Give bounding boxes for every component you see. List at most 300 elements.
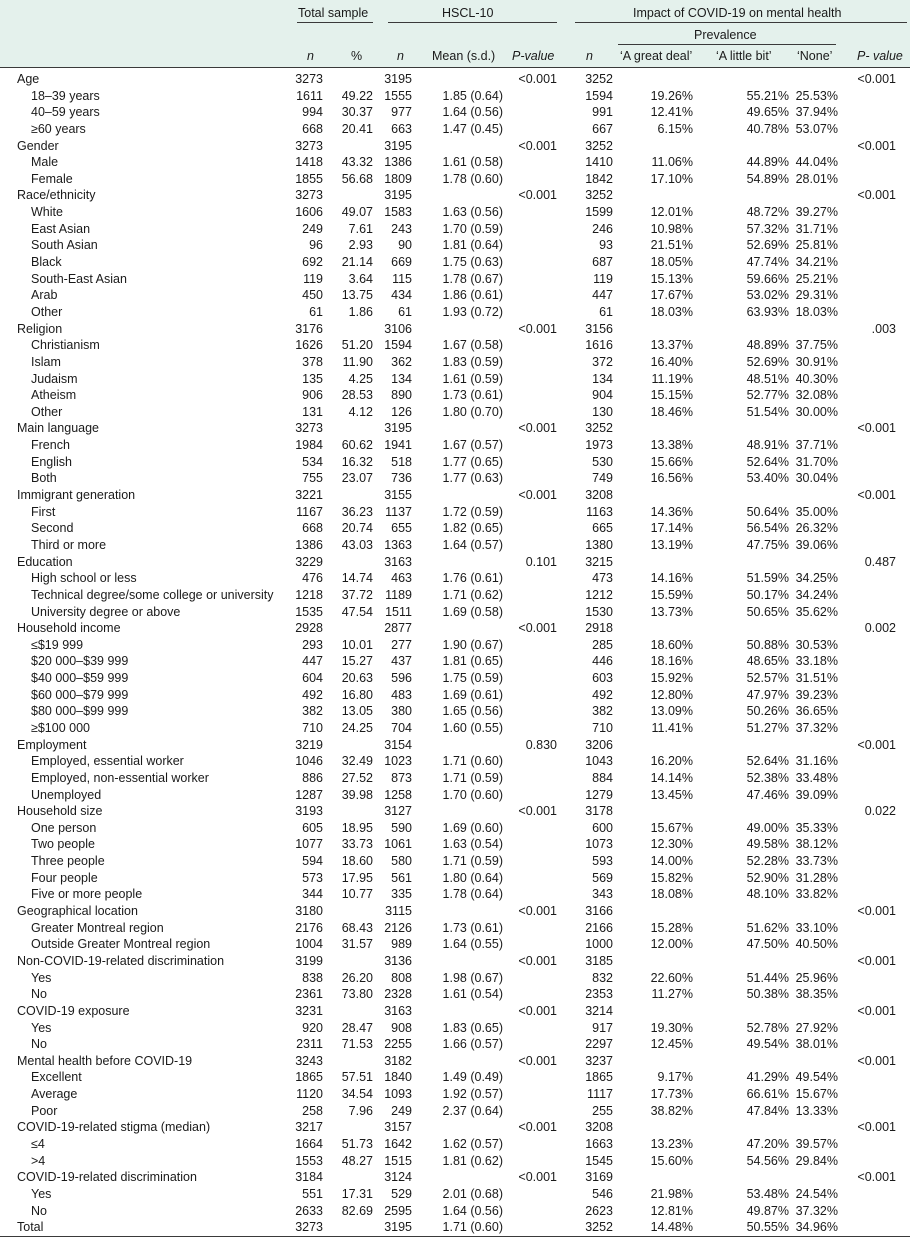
table-row [0,653,910,670]
cell-n-hscl: 3195 [384,72,412,86]
cell-little-bit: 47.84% [746,1103,789,1118]
cell-none: 40.50% [795,937,838,952]
cell-little-bit: 50.17% [746,587,789,602]
cell-pct: 48.27 [341,1153,373,1168]
cell-n-hscl: 1258 [384,787,412,802]
cell-n-covid: 1000 [585,937,613,952]
cell-n-total: 3273 [295,188,323,203]
cell-little-bit: 52.69% [746,354,789,369]
cell-n-covid: 3252 [585,72,613,86]
cell-p-covid: <0.001 [857,953,896,968]
cell-n-covid: 2353 [585,987,613,1002]
cell-n-hscl: 3115 [385,904,412,919]
cell-none: 30.91% [795,354,838,369]
cell-n-covid: 343 [592,887,613,902]
cell-n-covid: 1212 [585,587,613,602]
cell-n-hscl: 3157 [384,1120,412,1135]
cell-n-hscl: 1386 [384,155,412,170]
cell-none: 29.31% [795,288,838,303]
table-row [0,171,910,188]
cell-great-deal: 9.17% [657,1070,693,1085]
header-pct: % [351,49,363,63]
cell-n-total: 1287 [295,787,323,802]
cell-n-covid: 1073 [585,837,613,852]
cell-n-total: 3176 [295,321,323,336]
cell-little-bit: 40.78% [746,121,789,136]
row-label: Yes [31,1020,52,1035]
group-label: Education [17,554,73,569]
cell-none: 30.53% [795,637,838,652]
cell-none: 44.04% [795,155,838,170]
cell-great-deal: 15.13% [650,271,693,286]
cell-great-deal: 13.37% [650,338,693,353]
header-mean: Mean (s.d.) [432,49,496,63]
cell-n-hscl: 434 [391,288,412,303]
cell-n-covid: 1279 [585,787,613,802]
cell-great-deal: 6.15% [657,121,693,136]
cell-mean: 1.93 (0.72) [442,304,503,319]
cell-n-covid: 492 [592,687,613,702]
row-label: Yes [31,1186,52,1201]
group-label: COVID-19-related discrimination [17,1170,197,1185]
cell-n-covid: 3252 [585,1220,613,1235]
cell-n-hscl: 115 [392,271,412,286]
cell-p-hscl: <0.001 [518,188,557,203]
cell-great-deal: 12.01% [650,205,693,220]
cell-n-total: 1120 [296,1087,323,1102]
table-group-row [0,620,910,637]
cell-pct: 14.74 [341,571,373,586]
table-row [0,1136,910,1153]
cell-n-hscl: 2595 [384,1203,412,1218]
cell-n-hscl: 977 [391,105,412,120]
cell-n-total: 2633 [295,1203,323,1218]
cell-great-deal: 14.00% [650,854,693,869]
row-label: One person [31,820,97,835]
cell-n-total: 3273 [295,1220,323,1235]
cell-n-hscl: 704 [391,720,412,735]
cell-mean: 1.90 (0.67) [442,637,503,652]
cell-mean: 1.80 (0.64) [442,870,503,885]
table-group-row [0,1169,910,1186]
cell-n-covid: 3169 [585,1170,613,1185]
cell-n-hscl: 2126 [384,920,412,935]
cell-n-total: 293 [302,637,323,652]
cell-mean: 1.73 (0.61) [442,388,503,403]
row-label: 40–59 years [31,105,100,120]
cell-n-total: 886 [302,770,323,785]
cell-little-bit: 48.72% [746,205,789,220]
cell-n-hscl: 2255 [384,1037,412,1052]
cell-little-bit: 57.32% [746,221,789,236]
table-header [0,0,910,67]
cell-none: 49.54% [795,1070,838,1085]
cell-n-hscl: 1555 [384,88,412,103]
row-label: South Asian [31,238,98,253]
cell-p-covid: 0.022 [864,804,896,819]
cell-pct: 51.73 [341,1137,373,1151]
cell-little-bit: 52.57% [746,671,789,686]
cell-n-hscl: 1093 [384,1087,412,1102]
cell-n-total: 3219 [295,737,323,752]
cell-great-deal: 19.30% [650,1020,693,1035]
cell-little-bit: 53.40% [746,471,789,486]
cell-great-deal: 18.05% [650,255,693,270]
cell-n-hscl: 1941 [384,438,412,453]
cell-none: 33.10% [795,920,838,935]
row-label: $40 000–$59 999 [31,671,129,686]
table-group-row [0,803,910,820]
cell-great-deal: 17.14% [650,521,693,536]
cell-n-total: 258 [302,1103,323,1118]
cell-n-hscl: 437 [391,654,412,669]
cell-none: 28.01% [795,171,838,186]
cell-pct: 20.41 [341,121,373,136]
cell-great-deal: 12.41% [650,105,693,120]
cell-n-total: 3273 [295,72,323,86]
cell-pct: 36.23 [341,504,373,519]
cell-n-covid: 3214 [585,1003,613,1018]
cell-pct: 3.64 [348,271,373,286]
table-row [0,470,910,487]
cell-mean: 1.66 (0.57) [442,1037,503,1052]
cell-mean: 1.92 (0.57) [442,1087,503,1102]
cell-n-covid: 3185 [585,953,613,968]
row-label: Four people [31,870,98,885]
cell-mean: 1.70 (0.60) [442,787,503,802]
table-group-row [0,554,910,571]
table-group-row [0,1003,910,1020]
cell-mean: 1.85 (0.64) [442,88,503,103]
cell-n-hscl: 335 [391,887,412,902]
cell-n-hscl: 61 [398,304,412,319]
cell-mean: 1.75 (0.59) [442,671,503,686]
row-label: Two people [31,837,95,852]
cell-great-deal: 12.45% [650,1037,693,1052]
cell-n-total: 1626 [295,338,323,353]
cell-p-hscl: <0.001 [518,1170,557,1185]
row-label: $80 000–$99 999 [31,704,129,719]
cell-n-hscl: 249 [391,1103,412,1118]
cell-none: 40.30% [795,371,838,386]
cell-n-total: 3217 [295,1120,323,1135]
cell-n-total: 131 [302,404,323,419]
row-label: South-East Asian [31,271,127,286]
row-label: Three people [31,854,105,869]
cell-n-hscl: 561 [391,870,412,885]
cell-none: 27.92% [795,1020,838,1035]
table-group-row [0,138,910,155]
row-label: Outside Greater Montreal region [31,937,211,952]
cell-n-hscl: 3155 [384,488,412,503]
cell-n-covid: 372 [592,354,613,369]
cell-none: 37.71% [795,438,838,453]
table-row [0,437,910,454]
cell-little-bit: 51.62% [746,920,789,935]
cell-p-hscl: <0.001 [518,72,557,86]
cell-none: 35.33% [795,820,838,835]
cell-great-deal: 15.82% [650,870,693,885]
cell-n-total: 344 [302,887,323,902]
cell-great-deal: 15.15% [650,388,693,403]
table-row [0,221,910,238]
cell-n-hscl: 243 [391,221,412,236]
cell-none: 31.70% [795,454,838,469]
cell-mean: 1.72 (0.59) [442,504,503,519]
cell-n-total: 119 [303,271,323,286]
cell-p-covid: <0.001 [857,1170,896,1185]
cell-n-covid: 447 [592,288,613,303]
cell-n-covid: 2918 [585,621,613,636]
cell-little-bit: 48.89% [746,338,789,353]
row-label: ≤4 [31,1137,45,1151]
header-little-bit: ‘A little bit’ [716,49,772,63]
cell-pct: 43.32 [341,155,373,170]
row-label: >4 [31,1153,46,1168]
row-label: Male [31,155,59,170]
cell-n-hscl: 663 [391,121,412,136]
cell-n-total: 605 [302,820,323,835]
row-label: English [31,454,72,469]
cell-n-covid: 93 [599,238,613,253]
cell-p-hscl: <0.001 [518,621,557,636]
row-label: Atheism [31,388,77,403]
row-label: 18–39 years [31,88,100,103]
cell-little-bit: 50.65% [746,604,789,619]
cell-pct: 56.68 [341,171,373,186]
cell-mean: 1.83 (0.59) [442,354,503,369]
cell-n-total: 382 [302,704,323,719]
cell-n-hscl: 3124 [384,1170,412,1185]
cell-n-total: 3273 [295,138,323,153]
cell-little-bit: 48.10% [746,887,789,902]
header-p-covid: P- value [857,49,903,63]
cell-pct: 13.05 [341,704,373,719]
cell-mean: 1.71 (0.59) [442,854,503,869]
cell-none: 53.07% [795,121,838,136]
cell-mean: 2.01 (0.68) [442,1186,503,1201]
cell-mean: 1.81 (0.64) [442,238,503,253]
cell-n-hscl: 1840 [384,1070,412,1085]
cell-great-deal: 13.23% [650,1137,693,1151]
cell-n-covid: 1545 [585,1153,613,1168]
cell-pct: 10.77 [341,887,373,902]
cell-n-hscl: 590 [391,820,412,835]
table-row [0,986,910,1003]
cell-little-bit: 50.38% [746,987,789,1002]
cell-mean: 1.81 (0.62) [442,1153,503,1168]
cell-great-deal: 13.09% [650,704,693,719]
table-row [0,570,910,587]
row-label: Average [31,1087,78,1102]
row-label: No [31,987,47,1002]
cell-n-total: 450 [302,288,323,303]
table-body [0,71,910,1236]
row-label: Employed, essential worker [31,754,184,769]
cell-pct: 73.80 [341,987,373,1002]
cell-pct: 4.12 [348,404,373,419]
table-bottom-rule [0,1236,910,1237]
cell-n-covid: 667 [592,121,613,136]
table-group-row [0,187,910,204]
row-label: High school or less [31,571,137,586]
cell-none: 36.65% [795,704,838,719]
cell-pct: 4.25 [348,371,373,386]
cell-p-covid: <0.001 [857,188,896,203]
header-bottom-rule [0,67,910,68]
cell-n-covid: 1616 [585,338,613,353]
header-n-covid: n [586,49,593,63]
cell-n-total: 668 [302,521,323,536]
cell-n-total: 755 [302,471,323,486]
cell-n-covid: 2623 [585,1203,613,1218]
table-group-row [0,1219,910,1236]
cell-great-deal: 21.51% [650,238,693,253]
row-label: ≤$19 999 [31,637,84,652]
cell-little-bit: 52.28% [746,854,789,869]
cell-pct: 17.31 [341,1186,373,1201]
row-label: ≥60 years [31,121,86,136]
cell-n-total: 3193 [295,804,323,819]
cell-n-covid: 710 [592,720,613,735]
cell-n-hscl: 134 [391,371,412,386]
header-n-hscl: n [397,49,404,63]
cell-little-bit: 50.26% [746,704,789,719]
cell-n-hscl: 380 [391,704,412,719]
cell-mean: 1.69 (0.58) [442,604,503,619]
cell-little-bit: 63.93% [746,304,789,319]
cell-n-total: 61 [309,304,323,319]
cell-p-covid: <0.001 [857,72,896,86]
cell-n-covid: 3208 [585,1120,613,1135]
header-prevalence: Prevalence [694,28,757,42]
cell-none: 37.32% [795,720,838,735]
table-row [0,1086,910,1103]
cell-n-covid: 473 [592,571,613,586]
table-row [0,304,910,321]
cell-none: 38.01% [795,1037,838,1052]
cell-n-total: 551 [302,1186,323,1201]
cell-n-covid: 1117 [587,1087,613,1102]
header-p-hscl: P-value [512,49,555,63]
row-label: Other [31,404,63,419]
cell-pct: 11.90 [342,354,373,369]
table-row [0,920,910,937]
cell-mean: 1.49 (0.49) [442,1070,503,1085]
row-label: French [31,438,70,453]
cell-n-covid: 530 [592,454,613,469]
cell-n-hscl: 989 [391,937,412,952]
group-label: Religion [17,321,63,336]
cell-great-deal: 18.60% [650,637,693,652]
cell-little-bit: 49.87% [746,1203,789,1218]
cell-great-deal: 12.30% [650,837,693,852]
cell-mean: 1.67 (0.57) [442,438,503,453]
cell-none: 39.27% [795,205,838,220]
cell-little-bit: 47.74% [746,255,789,270]
cell-none: 24.54% [795,1186,838,1201]
cell-mean: 1.62 (0.57) [442,1137,503,1151]
cell-pct: 20.74 [341,521,373,536]
cell-great-deal: 11.41% [651,720,693,735]
row-label: $20 000–$39 999 [31,654,129,669]
cell-pct: 23.07 [341,471,373,486]
row-label: ≥$100 000 [31,720,90,735]
cell-none: 33.18% [795,654,838,669]
cell-little-bit: 51.44% [746,970,789,985]
row-label: Other [31,304,63,319]
cell-none: 18.03% [795,304,838,319]
cell-none: 34.25% [795,571,838,586]
cell-mean: 1.67 (0.58) [442,338,503,353]
cell-p-covid: <0.001 [857,1120,896,1135]
table-row [0,836,910,853]
cell-pct: 18.60 [341,854,373,869]
cell-little-bit: 50.64% [746,504,789,519]
cell-n-hscl: 3127 [384,804,412,819]
cell-none: 34.96% [795,1220,838,1235]
cell-n-total: 594 [302,854,323,869]
cell-n-total: 692 [302,255,323,270]
cell-p-covid: <0.001 [857,904,896,919]
cell-pct: 47.54 [341,604,373,619]
table-group-row [0,953,910,970]
cell-pct: 33.73 [341,837,373,852]
cell-pct: 31.57 [341,937,373,952]
cell-none: 37.94% [795,105,838,120]
cell-n-total: 1855 [295,171,323,186]
cell-n-covid: 1530 [585,604,613,619]
cell-none: 37.75% [795,338,838,353]
cell-n-hscl: 518 [391,454,412,469]
group-label: Race/ethnicity [17,188,96,203]
cell-p-hscl: <0.001 [518,804,557,819]
group-label: Immigrant generation [17,488,136,503]
cell-none: 31.28% [795,870,838,885]
cell-p-hscl: <0.001 [518,138,557,153]
table-row [0,254,910,271]
row-label: $60 000–$79 999 [31,687,129,702]
cell-little-bit: 44.89% [746,155,789,170]
cell-mean: 1.78 (0.67) [442,271,503,286]
cell-p-covid: <0.001 [857,421,896,436]
cell-great-deal: 15.60% [650,1153,693,1168]
cell-little-bit: 47.20% [746,1137,789,1151]
cell-p-covid: <0.001 [857,1053,896,1068]
cell-mean: 1.82 (0.65) [442,521,503,536]
cell-great-deal: 16.56% [650,471,693,486]
cell-none: 32.08% [795,388,838,403]
cell-great-deal: 15.59% [650,587,693,602]
row-label: Female [31,171,73,186]
cell-n-hscl: 277 [391,637,412,652]
cell-great-deal: 14.16% [650,571,693,586]
cell-none: 39.09% [795,787,838,802]
cell-none: 29.84% [795,1153,838,1168]
rule-total [297,22,373,23]
cell-n-total: 994 [302,105,323,120]
cell-little-bit: 53.02% [746,288,789,303]
table-row [0,104,910,121]
cell-little-bit: 52.64% [746,754,789,769]
cell-n-covid: 3178 [585,804,613,819]
cell-n-hscl: 1363 [384,537,412,552]
cell-little-bit: 54.56% [746,1153,789,1168]
cell-none: 26.32% [795,521,838,536]
cell-great-deal: 18.03% [650,304,693,319]
cell-n-total: 1611 [296,88,323,103]
cell-n-hscl: 126 [391,404,412,419]
